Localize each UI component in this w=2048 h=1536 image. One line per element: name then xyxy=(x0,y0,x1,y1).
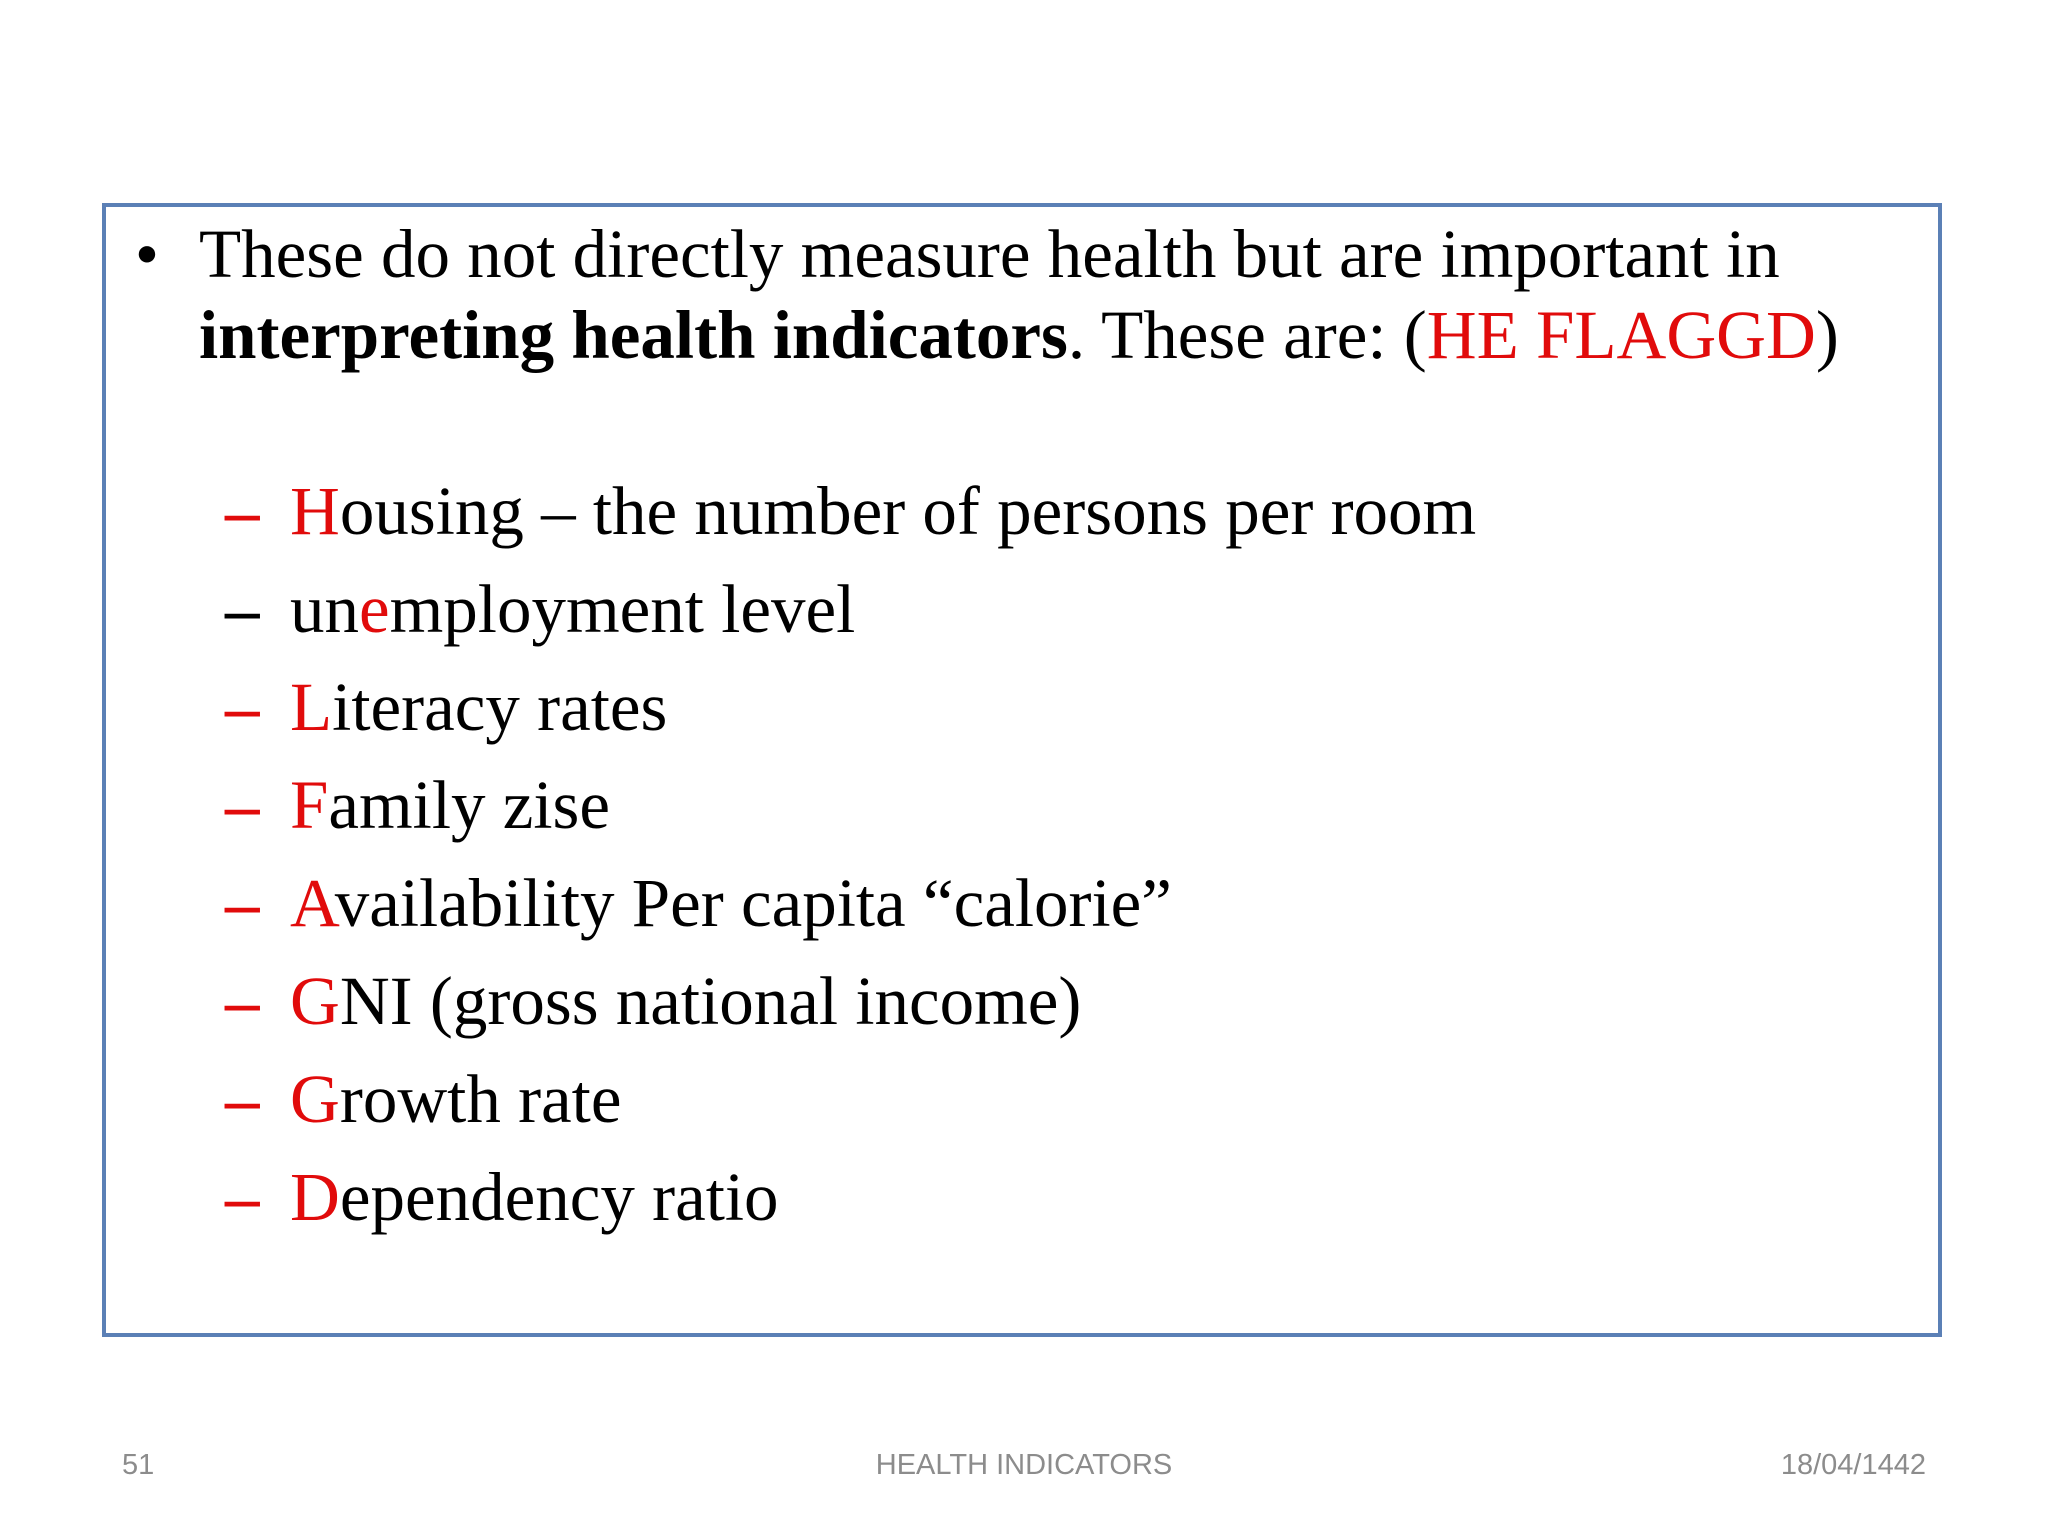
item-highlight: H xyxy=(290,473,340,549)
acronym: HE FLAGGD xyxy=(1426,297,1816,373)
item-rest: ependency ratio xyxy=(339,1159,779,1235)
dash: – xyxy=(225,1061,260,1137)
footer-title: HEALTH INDICATORS xyxy=(875,1449,1173,1481)
main-bullet-part2: . These are: ( xyxy=(1067,297,1427,373)
sub-list xyxy=(225,462,1825,1246)
bullet-dot: • xyxy=(134,216,160,292)
list-item-text xyxy=(290,658,667,756)
list-item xyxy=(225,1050,1825,1148)
list-item-text xyxy=(290,952,1081,1050)
item-highlight: L xyxy=(290,669,333,745)
item-rest: ousing – the number of persons per room xyxy=(339,473,1477,549)
list-item xyxy=(225,756,1825,854)
item-rest: mployment level xyxy=(389,571,856,647)
main-bullet-part1: These do not directly measure health but are important in xyxy=(199,216,1780,292)
dash: – xyxy=(225,1159,260,1235)
list-item xyxy=(225,462,1825,560)
list-item-text xyxy=(290,756,610,854)
list-item xyxy=(225,658,1825,756)
list-item-text xyxy=(290,560,855,658)
list-item-text xyxy=(290,462,1476,560)
list-item xyxy=(225,952,1825,1050)
item-rest: rowth rate xyxy=(339,1061,622,1137)
item-rest: vailability Per capita “calorie” xyxy=(334,865,1172,941)
dash: – xyxy=(225,571,260,647)
item-highlight: F xyxy=(290,767,329,843)
item-highlight: G xyxy=(290,963,340,1039)
footer-date: 18/04/1442 xyxy=(1780,1449,1926,1481)
item-highlight: e xyxy=(359,571,390,647)
item-highlight: G xyxy=(290,1061,340,1137)
list-item xyxy=(225,1148,1825,1246)
item-highlight: A xyxy=(290,865,335,941)
main-bullet-part3: ) xyxy=(1815,297,1839,373)
item-highlight: D xyxy=(290,1159,340,1235)
list-item-text xyxy=(290,1050,621,1148)
footer-page-number: 51 xyxy=(122,1449,155,1481)
dash: – xyxy=(225,963,260,1039)
dash: – xyxy=(225,767,260,843)
main-bullet-text xyxy=(199,214,1919,376)
dash: – xyxy=(225,473,260,549)
item-rest: amily zise xyxy=(328,767,611,843)
bold-phrase: interpreting health indicators xyxy=(199,297,1068,373)
dash: – xyxy=(225,865,260,941)
item-rest: NI (gross national income) xyxy=(339,963,1082,1039)
list-item-text xyxy=(290,1148,779,1246)
item-prefix: un xyxy=(290,571,359,647)
item-rest: iteracy rates xyxy=(332,669,668,745)
list-item xyxy=(225,854,1825,952)
list-item xyxy=(225,560,1825,658)
dash: – xyxy=(225,669,260,745)
list-item-text xyxy=(290,854,1172,952)
